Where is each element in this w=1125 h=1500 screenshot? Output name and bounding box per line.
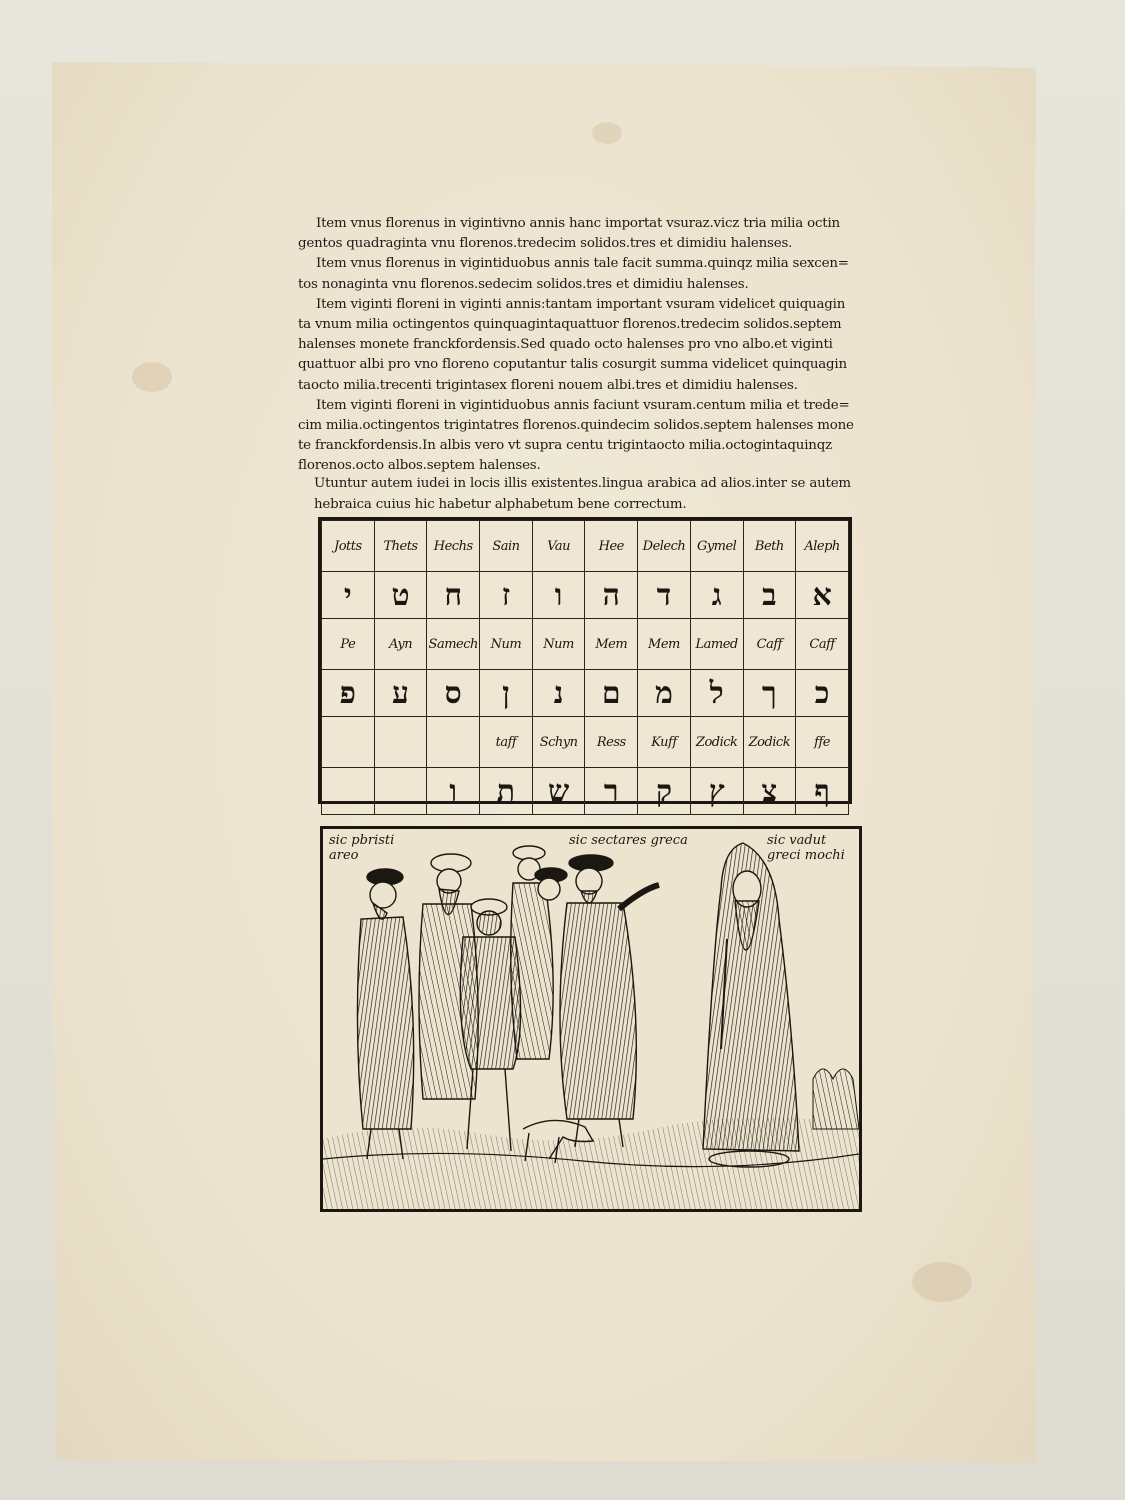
letter-glyph-cell: ד	[638, 572, 691, 619]
letter-glyph-cell: ו	[427, 768, 480, 815]
letter-name-cell: Beth	[743, 521, 796, 572]
letter-name-cell: Jotts	[322, 521, 375, 572]
letter-name-cell: Kuff	[638, 717, 691, 768]
letter-glyph-cell: ק	[638, 768, 691, 815]
letter-glyph-cell: פ	[322, 670, 375, 717]
woodcut-illustration	[320, 826, 862, 1212]
letter-name-cell: Caff	[796, 619, 849, 670]
letter-glyph-cell: ע	[374, 670, 427, 717]
letter-name-cell: Mem	[585, 619, 638, 670]
intro-line: hebraica cuius hic habetur alphabetum bene correctum.	[314, 496, 687, 512]
text-line: halenses monete franckfordensis.Sed quado octo halenses pro vno albo.et viginti	[298, 337, 833, 353]
letter-glyph-cell: ג	[690, 572, 743, 619]
letter-glyph-cell: ש	[532, 768, 585, 815]
letter-glyph-cell: ז	[480, 572, 533, 619]
foxing-spot	[912, 1262, 972, 1302]
alphabet-introduction	[314, 474, 889, 515]
letter-glyph-cell: י	[322, 572, 375, 619]
letter-glyph-cell: צ	[743, 768, 796, 815]
letter-name-cell: Caff	[743, 619, 796, 670]
alphabet-grid	[321, 520, 849, 815]
caption-middle: sic sectares greca	[569, 833, 688, 848]
letter-glyph-cell: ט	[374, 572, 427, 619]
text-line: te franckfordensis.In albis vero vt supra centu trigintaocto milia.octogintaquinqz	[298, 438, 832, 454]
letter-name-cell: Delech	[638, 521, 691, 572]
letter-name-cell: Ayn	[374, 619, 427, 670]
hebrew-alphabet-table	[318, 517, 852, 809]
caption-right: sic vadut greci mochi	[767, 833, 845, 863]
letter-name-cell: Gymel	[690, 521, 743, 572]
letter-glyph-cell: כ	[796, 670, 849, 717]
letter-glyph-cell: ח	[427, 572, 480, 619]
letter-glyph-cell: ך	[743, 670, 796, 717]
letter-glyph-row	[322, 768, 849, 815]
letter-name-cell: Schyn	[532, 717, 585, 768]
letter-glyph-cell: ב	[743, 572, 796, 619]
letter-name-cell: Num	[480, 619, 533, 670]
letter-name-cell: Pe	[322, 619, 375, 670]
letter-glyph-cell: ף	[796, 768, 849, 815]
letter-glyph-cell: ו	[532, 572, 585, 619]
text-line: Item viginti floreni in vigintiduobus annis faciunt vsuram.centum milia et trede=	[316, 397, 850, 413]
letter-name-cell: Mem	[638, 619, 691, 670]
letter-glyph-cell: ה	[585, 572, 638, 619]
usury-text-block	[298, 214, 888, 476]
woodcut-drawing	[323, 829, 859, 1209]
text-line: ta vnum milia octingentos quinquagintaquattuor florenos.tredecim solidos.septem	[298, 316, 842, 332]
letter-name-cell: Num	[532, 619, 585, 670]
letter-glyph-cell: ץ	[690, 768, 743, 815]
letter-glyph-cell: ן	[480, 670, 533, 717]
figure-monk-right	[703, 843, 799, 1167]
letter-name-row	[322, 717, 849, 768]
letter-glyph-cell: ל	[690, 670, 743, 717]
text-line: taocto milia.trecenti trigintasex floreni nouem albi.tres et dimidiu halenses.	[298, 377, 798, 393]
letter-glyph-cell: א	[796, 572, 849, 619]
text-line: Item viginti floreni in viginti annis:tantam important vsuram videlicet quiquagin	[316, 296, 846, 312]
letter-name-cell	[374, 717, 427, 768]
letter-name-cell: Lamed	[690, 619, 743, 670]
text-line: florenos.octo albos.septem halenses.	[298, 458, 541, 474]
letter-name-cell: Zodick	[690, 717, 743, 768]
letter-name-row	[322, 619, 849, 670]
letter-glyph-cell: מ	[638, 670, 691, 717]
letter-glyph-cell: ר	[585, 768, 638, 815]
letter-name-cell	[427, 717, 480, 768]
letter-glyph-cell: ת	[480, 768, 533, 815]
letter-glyph-cell	[374, 768, 427, 815]
letter-name-row	[322, 521, 849, 572]
letter-glyph-row	[322, 670, 849, 717]
letter-name-cell: Hee	[585, 521, 638, 572]
letter-name-cell: Ress	[585, 717, 638, 768]
foxing-spot	[592, 122, 622, 144]
letter-glyph-cell: ם	[585, 670, 638, 717]
text-line: tos nonaginta vnu florenos.sedecim solidos.tres et dimidiu halenses.	[298, 276, 749, 292]
letter-name-cell: Samech	[427, 619, 480, 670]
letter-name-cell	[322, 717, 375, 768]
letter-name-cell: Aleph	[796, 521, 849, 572]
letter-name-cell: Sain	[480, 521, 533, 572]
letter-name-cell: Vau	[532, 521, 585, 572]
text-line: cim milia.octingentos trigintatres florenos.quindecim solidos.septem halenses mone	[298, 417, 854, 433]
text-line: Item vnus florenus in vigintivno annis hanc importat vsuraz.vicz tria milia octin	[316, 216, 840, 231]
letter-name-cell: Thets	[374, 521, 427, 572]
letter-name-cell: Hechs	[427, 521, 480, 572]
text-line: gentos quadraginta vnu florenos.tredecim solidos.tres et dimidiu halenses.	[298, 236, 793, 252]
letter-name-cell: Zodick	[743, 717, 796, 768]
caption-left: sic pbristi areo	[329, 833, 395, 863]
letter-name-cell: taff	[480, 717, 533, 768]
foxing-spot	[132, 362, 172, 392]
text-line: quattuor albi pro vno floreno coputantur talis cosurgit summa videlicet quinquagin	[298, 357, 847, 373]
letter-glyph-cell: ס	[427, 670, 480, 717]
letter-glyph-cell	[322, 768, 375, 815]
letter-name-cell: ffe	[796, 717, 849, 768]
letter-glyph-cell: נ	[532, 670, 585, 717]
figure-group-left	[357, 846, 659, 1163]
letter-glyph-row	[322, 572, 849, 619]
intro-line: Utuntur autem iudei in locis illis existentes.lingua arabica ad alios.inter se autem	[314, 476, 851, 491]
text-line: Item vnus florenus in vigintiduobus annis tale facit summa.quinqz milia sexcen=	[316, 256, 849, 272]
